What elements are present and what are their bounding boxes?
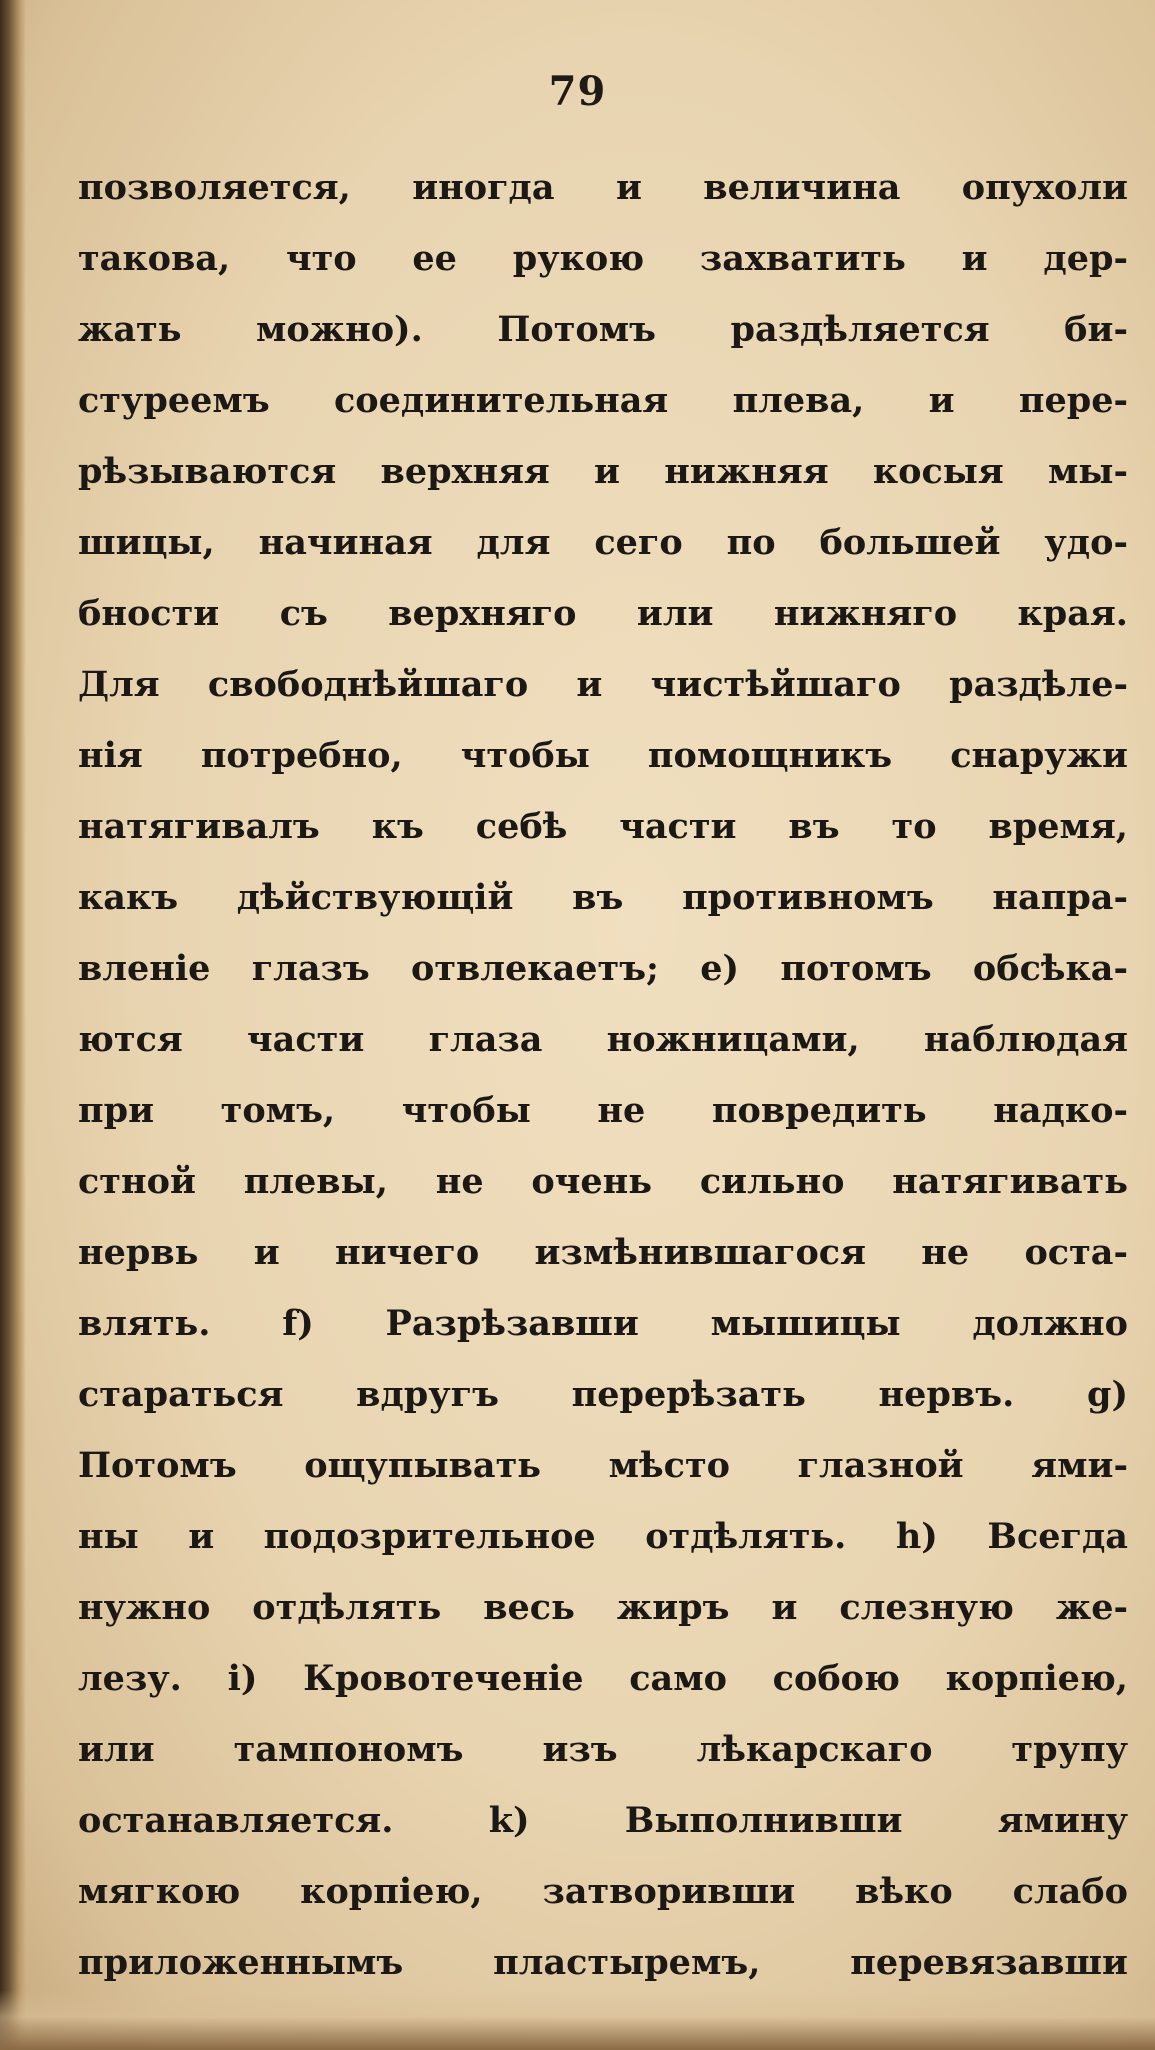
text-line: мягкою корпіею, затворивши вѣко слабо	[78, 1871, 1128, 1912]
text-line: лезу. i) Кровотеченіе само собою корпіею,	[78, 1658, 1128, 1699]
text-line: или тампономъ изъ лѣкарскаго трупу	[78, 1729, 1128, 1770]
body-text	[78, 152, 1128, 1998]
text-line: ются части глаза ножницами, наблюдая	[78, 1019, 1128, 1060]
text-line: вленіе глазъ отвлекаетъ; e) потомъ обсѣка-	[78, 948, 1128, 989]
text-line: такова, что ее рукою захватить и дер-	[78, 238, 1128, 279]
text-line: шицы, начиная для сего по большей удо-	[78, 522, 1128, 563]
text-line: какъ дѣйствующій въ противномъ напра-	[78, 877, 1128, 918]
text-line: приложеннымъ пластыремъ, перевязавши	[78, 1942, 1128, 1983]
text-line: останавляется. k) Выполнивши ямину	[78, 1800, 1128, 1841]
text-line: рѣзываются верхняя и нижняя косыя мы-	[78, 451, 1128, 492]
text-line: нія потребно, чтобы помощникъ снаружи	[78, 735, 1128, 776]
text-line: ны и подозрительное отдѣлять. h) Всегда	[78, 1516, 1128, 1557]
text-line: стуреемъ соединительная плева, и пере-	[78, 380, 1128, 421]
text-line: стараться вдругъ перерѣзать нервъ. g)	[78, 1374, 1128, 1415]
text-line: нужно отдѣлять весь жиръ и слезную же-	[78, 1587, 1128, 1628]
text-line: бности съ верхняго или нижняго края.	[78, 593, 1128, 634]
text-line: стной плевы, не очень сильно натягивать	[78, 1161, 1128, 1202]
page-number: 79	[548, 68, 607, 115]
text-line: жать можно). Потомъ раздѣляется би-	[78, 309, 1128, 350]
text-line: Для свободнѣйшаго и чистѣйшаго раздѣле-	[78, 664, 1128, 705]
text-line: влять. f) Разрѣзавши мышицы должно	[78, 1303, 1128, 1344]
text-line: натягивалъ къ себѣ части въ то время,	[78, 806, 1128, 847]
text-line: Потомъ ощупывать мѣсто глазной ями-	[78, 1445, 1128, 1486]
text-line: нервь и ничего измѣнившагося не оста-	[78, 1232, 1128, 1273]
page-bottom-shadow	[0, 1990, 1155, 2050]
text-line: позволяется, иногда и величина опухоли	[78, 167, 1128, 208]
text-line: при томъ, чтобы не повредить надко-	[78, 1090, 1128, 1131]
page-binding-shadow	[0, 0, 26, 2050]
